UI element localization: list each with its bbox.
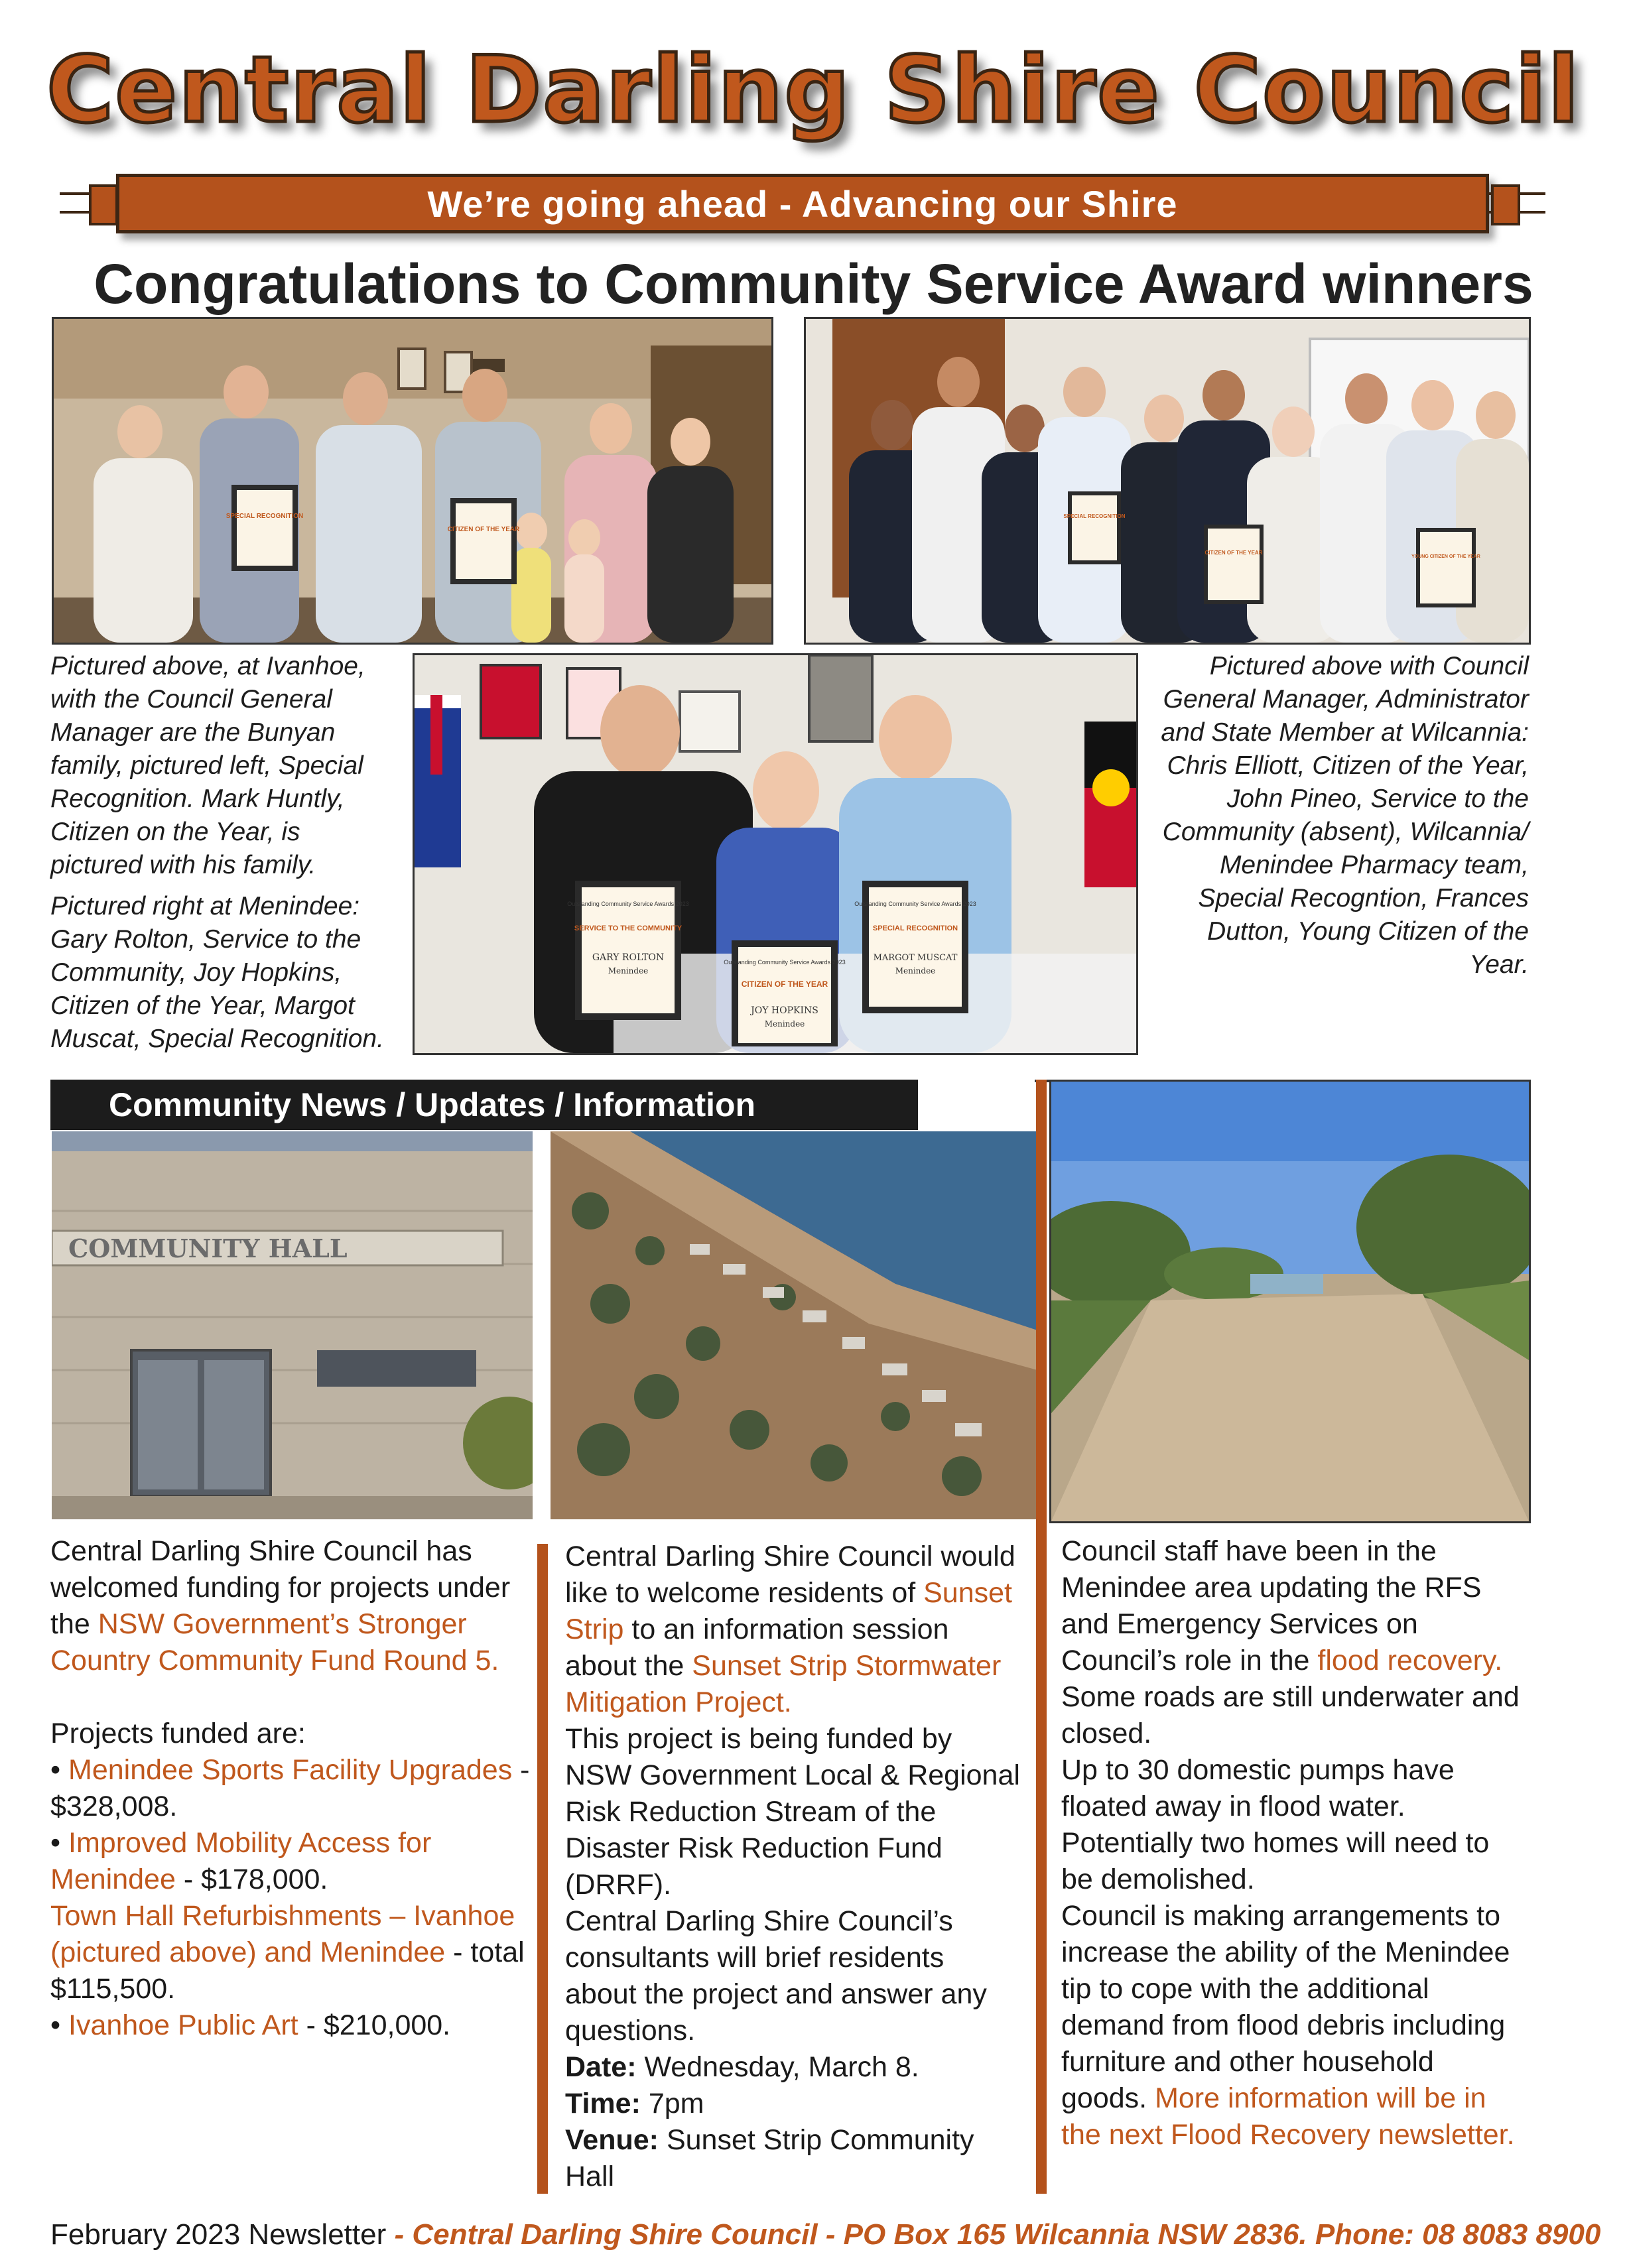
venue-label: Venue: <box>565 2124 659 2156</box>
cert-menindee-2-award: CITIZEN OF THE YEAR <box>741 979 828 989</box>
column-divider-2 <box>1036 1080 1047 2194</box>
time-value: 7pm <box>640 2088 704 2119</box>
caption-wilcannia: Pictured above with Council General Manager, Administrator and State Member at Wilcannia: Chris Elliott, Citizen of the Year, John Pineo, Service to the Community (absent), Wilcannia/ Menindee Pharmacy team, Special Recogntion, Frances Dutton, Young Citizen of the Year. <box>1161 652 1529 979</box>
cert-menindee-3-town: Menindee <box>895 966 936 976</box>
cert-menindee-2-town: Menindee <box>764 1019 805 1029</box>
masthead-title: Central Darling Shire Council <box>46 36 1581 143</box>
column-sunset-strip <box>565 1539 1023 2195</box>
cert-menindee-2-name: JOY HOPKINS <box>751 1005 818 1016</box>
column-divider-1 <box>537 1544 548 2194</box>
caption-left <box>50 650 395 1064</box>
funding-intro-text: Central Darling Shire Council has welcomed funding for projects under the <box>50 1535 511 1640</box>
cert-menindee-3-name: MARGOT MUSCAT <box>873 953 958 963</box>
date-label: Date: <box>565 2051 637 2083</box>
cert-wilcannia-2: CITIZEN OF THE YEAR <box>1204 550 1263 556</box>
project-2-name: Improved Mobility Access for Menindee <box>50 1827 432 1895</box>
event-date <box>565 2049 1023 2086</box>
event-time <box>565 2086 1023 2122</box>
flood-recovery-link: flood recovery. <box>1317 1645 1503 1676</box>
flood-text-2: Some roads are still underwater and closed. <box>1061 1681 1520 1749</box>
cert-wilcannia-3: YOUNG CITIZEN OF THE YEAR <box>1411 554 1480 559</box>
flood-intro <box>1061 1533 1526 1752</box>
sunset-intro <box>565 1539 1023 1721</box>
flood-newsletter-link: More information will be in the next Flood Recovery newsletter. <box>1061 2082 1515 2151</box>
column-flood-recovery <box>1061 1533 1526 2153</box>
cert-menindee-3-award: SPECIAL RECOGNITION <box>872 924 958 932</box>
project-item-1 <box>50 1752 535 1825</box>
caption-menindee: Pictured right at Menindee: Gary Rolton, Service to the Community, Joy Hopkins, Citizen of the Year, Margot Muscat, Special Recognition. <box>50 892 384 1053</box>
flood-text-4: Council is making arrangements to increase the ability of the Menindee tip to cope with the additional demand from flood debris including furniture and other household goods. <box>1061 1900 1510 2114</box>
bullet-1: • <box>50 1754 69 1786</box>
photo-sunset-strip-aerial <box>551 1131 1037 1519</box>
project-3-amount: - total $115,500. <box>50 1936 525 2005</box>
photo-wilcannia <box>804 317 1531 645</box>
project-1-amount: - $328,008. <box>50 1754 530 1822</box>
footer <box>50 2218 1600 2251</box>
project-item-4 <box>50 2007 535 2044</box>
tagline-banner <box>116 174 1489 233</box>
event-venue <box>565 2122 1023 2195</box>
sunset-strip-link: Sunset Strip <box>565 1577 1012 1645</box>
caption-right <box>1154 650 1529 989</box>
hall-sign: COMMUNITY HALL <box>68 1233 348 1263</box>
flood-tip <box>1061 1898 1526 2153</box>
project-4-amount: - $210,000. <box>298 2009 451 2041</box>
flood-text-1: Council staff have been in the Menindee area updating the RFS and Emergency Services on Council’s role in the <box>1061 1535 1482 1676</box>
cert-wilcannia-1: SPECIAL RECOGNITION <box>1063 513 1126 519</box>
project-1-name: Menindee Sports Facility Upgrades <box>68 1754 513 1786</box>
photo-ivanhoe <box>52 317 773 645</box>
projects-label: Projects funded are: <box>50 1718 306 1749</box>
sunset-funding: This project is being funded by NSW Government Local & Regional Risk Reduction Stream of the Disaster Risk Reduction Fund (DRRF). <box>565 1723 1020 1901</box>
project-4-name: Ivanhoe Public Art <box>68 2009 298 2041</box>
sunset-project-link: Sunset Strip Stormwater Mitigation Project. <box>565 1650 1002 1718</box>
footer-issue: February 2023 Newsletter <box>50 2218 387 2251</box>
tagline-text: We’re going ahead - Advancing our Shire <box>427 182 1178 225</box>
sunset-text-2: to an information session about the <box>565 1613 949 1682</box>
connector-left-icon <box>60 180 119 227</box>
flood-pumps: Up to 30 domestic pumps have floated away in flood water. Potentially two homes will need to be demolished. <box>1061 1754 1490 1895</box>
footer-contact: - Central Darling Shire Council - PO Box 165 Wilcannia NSW 2836. Phone: 08 8083 8900 <box>386 2218 1601 2251</box>
date-value: Wednesday, March 8. <box>636 2051 919 2083</box>
cert-menindee-1-heading: Outstanding Community Service Awards 2023 <box>567 901 689 907</box>
project-item-2 <box>50 1825 535 1898</box>
photo-community-hall <box>52 1131 533 1519</box>
project-item-3 <box>50 1898 535 2007</box>
sunset-text-1: Central Darling Shire Council would like to welcome residents of <box>565 1541 1015 1609</box>
cert-menindee-3-heading: Outstanding Community Service Awards 2023 <box>854 901 976 907</box>
photo-flood-road <box>1049 1080 1531 1523</box>
bullet-2: • <box>50 1827 69 1859</box>
column-funding <box>50 1533 535 2044</box>
bullet-4: • <box>50 2009 69 2041</box>
project-3-name: Town Hall Refurbishments – Ivanhoe (pictured above) and Menindee <box>50 1900 515 1968</box>
cert-menindee-2-heading: Outstanding Community Service Awards 2023 <box>724 959 846 966</box>
page-headline: Congratulations to Community Service Award winners <box>94 253 1533 315</box>
section-title: Community News / Updates / Information <box>109 1086 756 1123</box>
section-title-bar <box>50 1080 918 1130</box>
venue-value: Sunset Strip Community Hall <box>565 2124 974 2192</box>
sunset-consultants: Central Darling Shire Council’s consultants will brief residents about the project and answer any questions. <box>565 1905 987 2047</box>
caption-ivanhoe: Pictured above, at Ivanhoe, with the Council General Manager are the Bunyan family, pictured left, Special Recognition. Mark Huntly, Citizen on the Year, is pictured with his family. <box>50 652 365 879</box>
photo-menindee <box>413 653 1138 1055</box>
project-2-amount: - $178,000. <box>175 1863 328 1895</box>
connector-right-icon <box>1486 180 1545 227</box>
funding-program-link: NSW Government’s Stronger Country Community Fund Round 5. <box>50 1608 499 1676</box>
cert-menindee-1-town: Menindee <box>608 966 649 976</box>
cert-ivanhoe-2: CITIZEN OF THE YEAR <box>447 526 520 533</box>
funding-intro <box>50 1533 535 1679</box>
cert-ivanhoe-1: SPECIAL RECOGNITION <box>226 513 304 520</box>
cert-menindee-1-name: GARY ROLTON <box>592 952 665 963</box>
time-label: Time: <box>565 2088 641 2119</box>
cert-menindee-1-award: SERVICE TO THE COMMUNITY <box>574 924 683 932</box>
